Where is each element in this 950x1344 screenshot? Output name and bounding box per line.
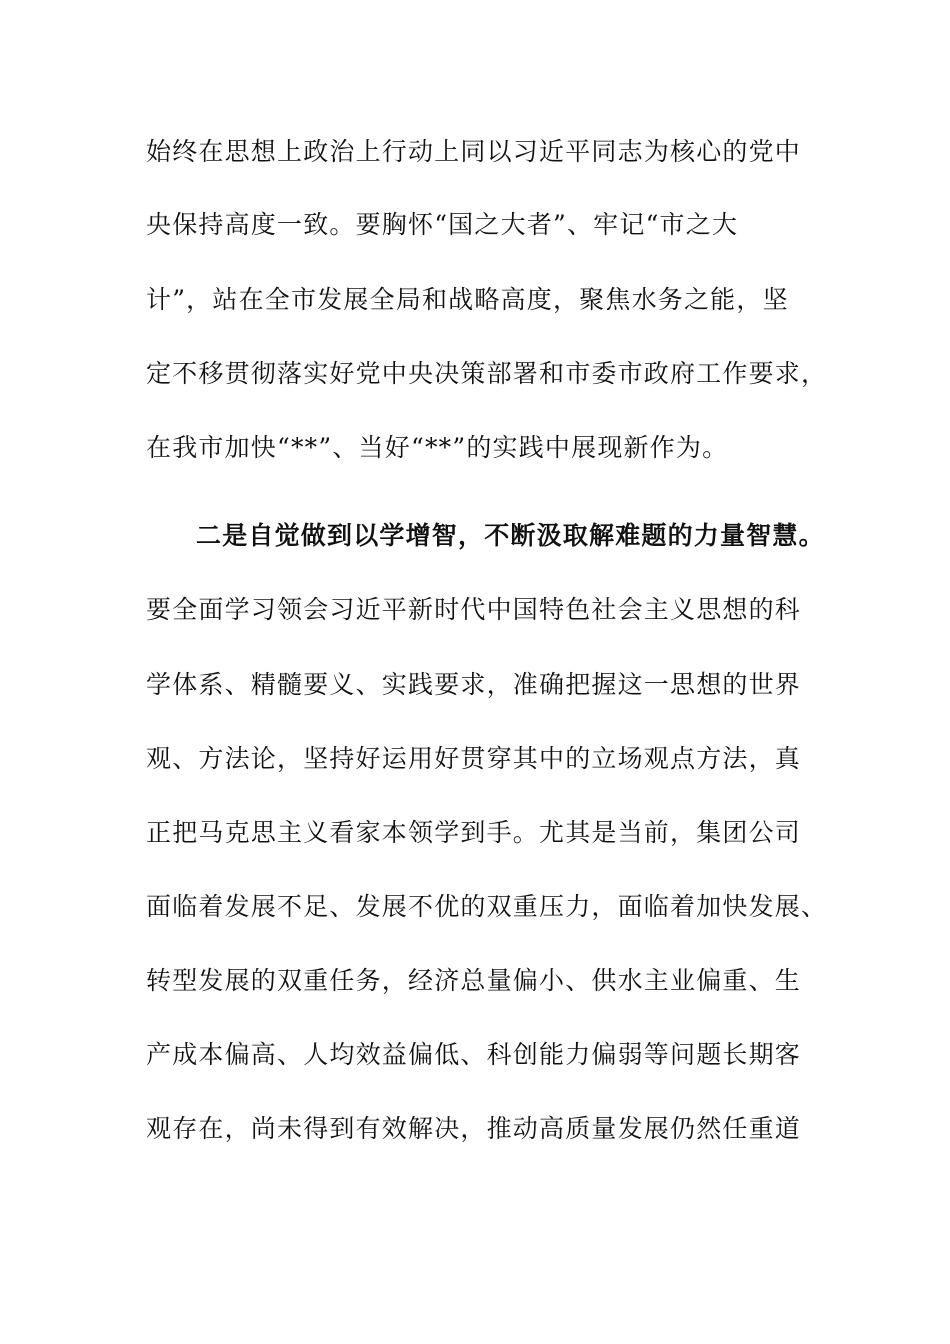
paragraph2-line-2: 学体系、精髓要义、实践要求，准确把握这一思想的世界 bbox=[146, 670, 802, 699]
paragraph1-line-1: 始终在思想上政治上行动上同以习近平同志为核心的党中 bbox=[146, 137, 802, 166]
paragraph2-line-3: 观、方法论，坚持好运用好贯穿其中的立场观点方法，真 bbox=[146, 744, 802, 773]
paragraph1-line-4: 定不移贯彻落实好党中央决策部署和市委市政府工作要求， bbox=[146, 359, 828, 388]
paragraph1-line-2: 央保持高度一致。要胸怀“国之大者”、牢记“市之大 bbox=[146, 210, 739, 239]
paragraph2-line-6: 转型发展的双重任务，经济总量偏小、供水主业偏重、生 bbox=[146, 966, 802, 995]
section-heading-2: 二是自觉做到以学增智，不断汲取解难题的力量智慧。 bbox=[196, 521, 825, 550]
paragraph2-line-4: 正把马克思主义看家本领学到手。尤其是当前，集团公司 bbox=[146, 818, 802, 847]
paragraph1-line-5: 在我市加快“**”、当好“**”的实践中展现新作为。 bbox=[146, 433, 729, 462]
paragraph2-line-8: 观存在，尚未得到有效解决，推动高质量发展仍然任重道 bbox=[146, 1114, 802, 1143]
paragraph1-line-3: 计”，站在全市发展全局和战略高度，聚焦水务之能，坚 bbox=[146, 285, 789, 314]
paragraph2-line-7: 产成本偏高、人均效益偏低、科创能力偏弱等问题长期客 bbox=[146, 1040, 802, 1069]
paragraph2-line-5: 面临着发展不足、发展不优的双重压力，面临着加快发展、 bbox=[146, 892, 828, 921]
paragraph2-line-1: 要全面学习领会习近平新时代中国特色社会主义思想的科 bbox=[146, 595, 802, 624]
